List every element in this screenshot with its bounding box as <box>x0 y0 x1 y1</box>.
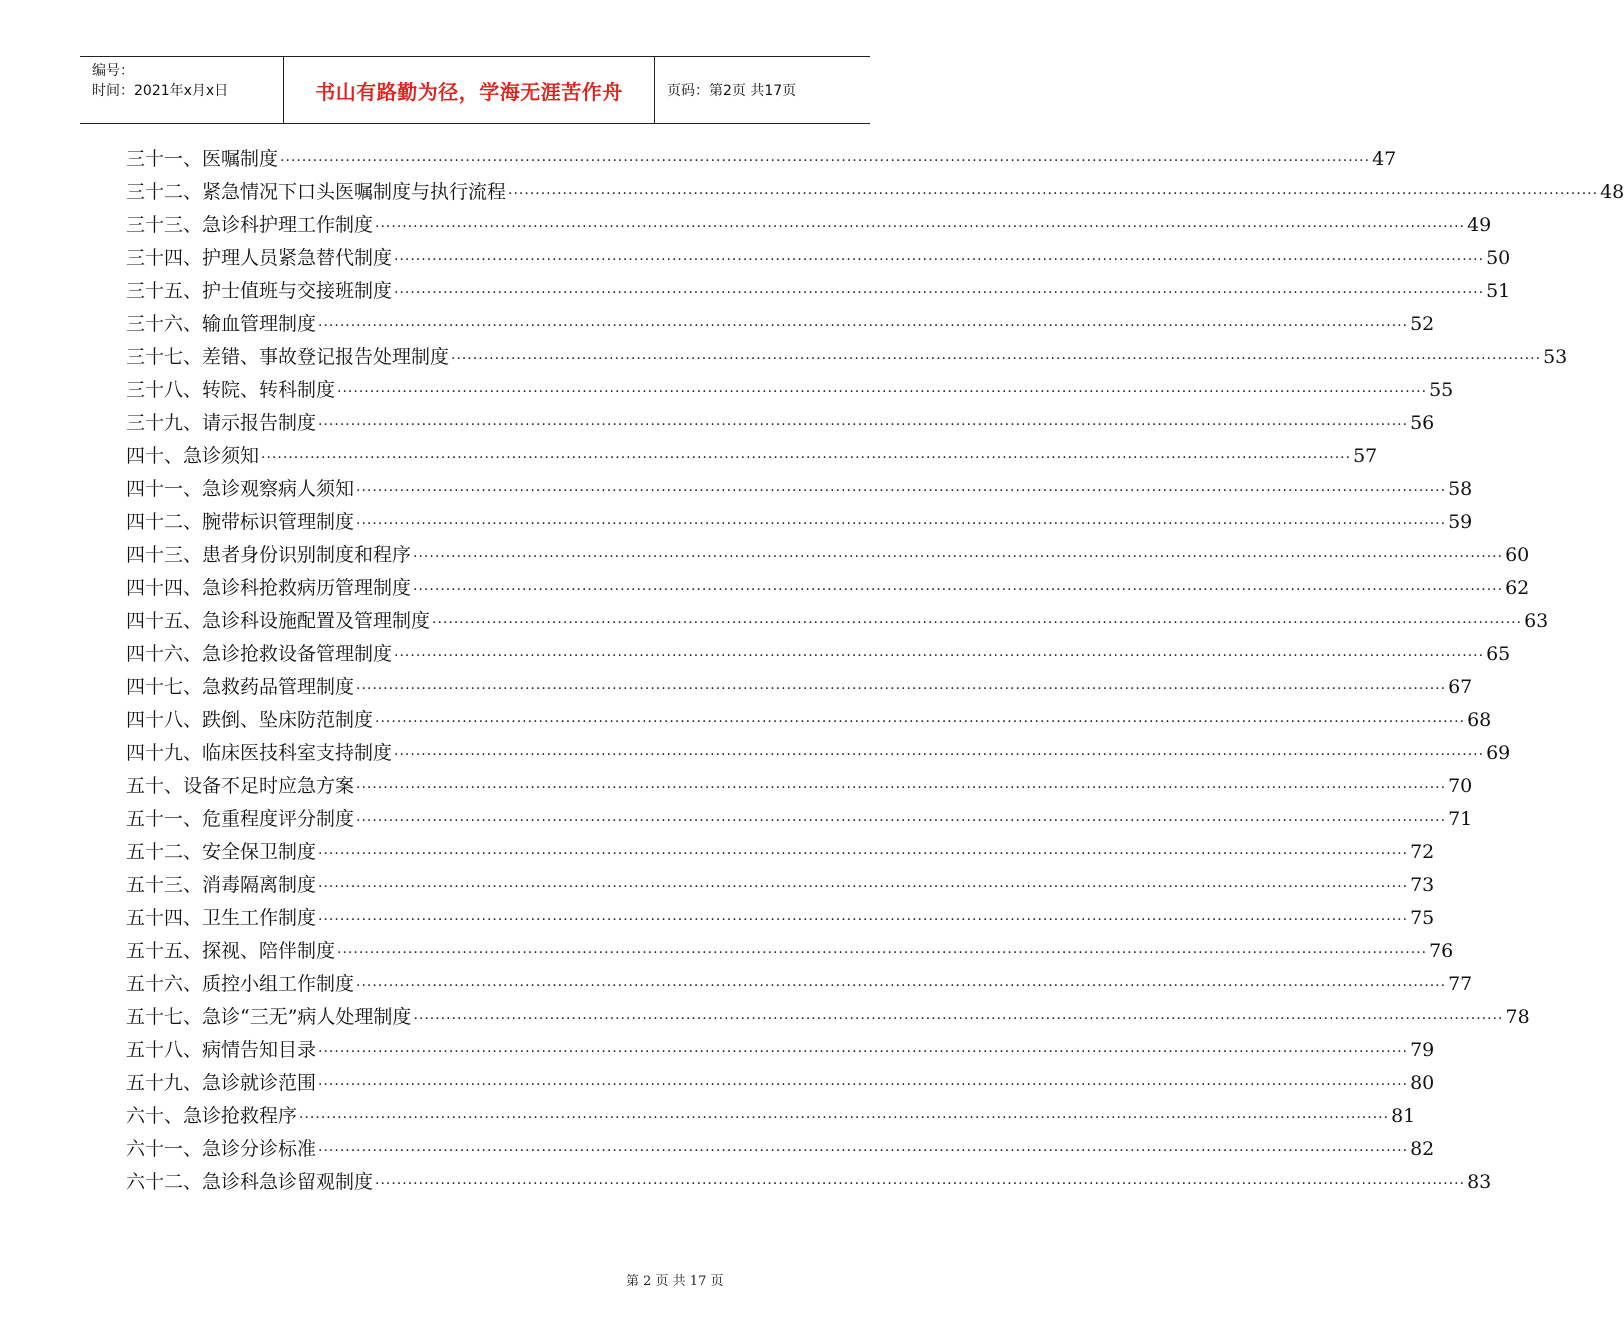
toc-entry[interactable] <box>126 473 1473 506</box>
toc-entry[interactable] <box>126 803 1473 836</box>
toc-entry-page: 57 <box>1353 445 1378 467</box>
toc-entry[interactable] <box>126 341 1568 374</box>
toc-entry[interactable] <box>126 671 1473 704</box>
toc-entry-page: 60 <box>1505 544 1530 566</box>
toc-entry-title: 三十六、输血管理制度 <box>126 313 317 335</box>
toc-entry-title: 四十七、急救药品管理制度 <box>126 676 355 698</box>
toc-entry-page: 68 <box>1467 709 1492 731</box>
toc-entry[interactable] <box>126 836 1435 869</box>
toc-entry[interactable] <box>126 935 1454 968</box>
toc-entry-title: 五十二、安全保卫制度 <box>126 841 317 863</box>
toc-entry-page: 52 <box>1410 313 1435 335</box>
toc-entry-title: 四十、急诊须知 <box>126 445 260 467</box>
toc-leader-dots: ········································································································································································································ <box>356 681 1447 697</box>
toc-entry-title: 五十、设备不足时应急方案 <box>126 775 355 797</box>
toc-entry-page: 51 <box>1486 280 1511 302</box>
toc-entry-page: 65 <box>1486 643 1511 665</box>
toc-entry-title: 四十九、临床医技科室支持制度 <box>126 742 393 764</box>
toc-leader-dots: ········································································································································································································ <box>318 1077 1409 1093</box>
toc-entry-page: 48 <box>1600 181 1624 203</box>
toc-entry-title: 四十三、患者身份识别制度和程序 <box>126 544 412 566</box>
toc-entry[interactable] <box>126 242 1511 275</box>
toc-leader-dots: ········································································································································································································ <box>280 153 1371 169</box>
toc-entry-page: 67 <box>1448 676 1473 698</box>
toc-leader-dots: ········································································································································································································ <box>413 582 1504 598</box>
toc-leader-dots: ········································································································································································································ <box>394 648 1485 664</box>
document-date: 时间：2021年x月x日 <box>92 83 229 99</box>
toc-entry-title: 三十二、紧急情况下口头医嘱制度与执行流程 <box>126 181 507 203</box>
toc-entry[interactable] <box>126 506 1473 539</box>
toc-entry-page: 56 <box>1410 412 1435 434</box>
toc-leader-dots: ········································································································································································································ <box>337 384 1428 400</box>
toc-entry[interactable] <box>126 869 1435 902</box>
toc-entry[interactable] <box>126 902 1435 935</box>
toc-leader-dots: ········································································································································································································ <box>413 549 1504 565</box>
toc-entry[interactable] <box>126 968 1473 1001</box>
toc-entry[interactable] <box>126 308 1435 341</box>
toc-entry-page: 80 <box>1410 1072 1435 1094</box>
toc-entry-title: 五十八、病情告知目录 <box>126 1039 317 1061</box>
toc-leader-dots: ········································································································································································································ <box>356 483 1447 499</box>
toc-entry-page: 50 <box>1486 247 1511 269</box>
toc-entry-page: 49 <box>1467 214 1492 236</box>
toc-entry-page: 70 <box>1448 775 1473 797</box>
toc-entry[interactable] <box>126 539 1530 572</box>
toc-leader-dots: ········································································································································································································ <box>318 318 1409 334</box>
toc-entry-title: 三十七、差错、事故登记报告处理制度 <box>126 346 450 368</box>
header-motto: 书山有路勤为径，学海无涯苦作舟 <box>283 57 655 123</box>
toc-leader-dots: ········································································································································································································ <box>299 1110 1390 1126</box>
toc-leader-dots: ········································································································································································································ <box>508 186 1599 202</box>
toc-entry-title: 三十四、护理人员紧急替代制度 <box>126 247 393 269</box>
toc-entry[interactable] <box>126 572 1530 605</box>
toc-leader-dots: ········································································································································································································ <box>375 1176 1466 1192</box>
toc-entry-page: 81 <box>1391 1105 1416 1127</box>
toc-entry-title: 五十一、危重程度评分制度 <box>126 808 355 830</box>
toc-entry-page: 58 <box>1448 478 1473 500</box>
toc-entry-page: 79 <box>1410 1039 1435 1061</box>
toc-entry-page: 72 <box>1410 841 1435 863</box>
toc-entry[interactable] <box>126 770 1473 803</box>
toc-entry-title: 四十二、腕带标识管理制度 <box>126 511 355 533</box>
toc-entry-title: 六十、急诊抢救程序 <box>126 1105 298 1127</box>
header-page-info: 页码：第2页 共17页 <box>667 83 797 99</box>
toc-leader-dots: ········································································································································································································ <box>394 747 1485 763</box>
toc-leader-dots: ········································································································································································································ <box>261 450 1352 466</box>
table-of-contents <box>126 143 1624 1199</box>
toc-entry-title: 四十五、急诊科设施配置及管理制度 <box>126 610 431 632</box>
toc-entry[interactable] <box>126 407 1435 440</box>
toc-entry-page: 71 <box>1448 808 1473 830</box>
toc-entry[interactable] <box>126 1001 1530 1034</box>
toc-entry[interactable] <box>126 1067 1435 1100</box>
toc-entry-page: 76 <box>1429 940 1454 962</box>
toc-leader-dots: ········································································································································································································ <box>394 252 1485 268</box>
toc-entry-title: 三十八、转院、转科制度 <box>126 379 336 401</box>
page-footer: 第 2 页 共 17 页 <box>626 1274 724 1289</box>
toc-entry-page: 62 <box>1505 577 1530 599</box>
header-meta <box>80 57 283 123</box>
toc-entry[interactable] <box>126 176 1624 209</box>
toc-entry-title: 四十一、急诊观察病人须知 <box>126 478 355 500</box>
toc-entry[interactable] <box>126 440 1378 473</box>
toc-leader-dots: ········································································································································································································ <box>318 912 1409 928</box>
toc-entry-title: 五十九、急诊就诊范围 <box>126 1072 317 1094</box>
toc-entry-title: 四十六、急诊抢救设备管理制度 <box>126 643 393 665</box>
toc-leader-dots: ········································································································································································································ <box>318 846 1409 862</box>
toc-leader-dots: ········································································································································································································ <box>394 285 1485 301</box>
toc-leader-dots: ········································································································································································································ <box>432 615 1523 631</box>
toc-leader-dots: ········································································································································································································ <box>375 714 1466 730</box>
toc-entry[interactable] <box>126 374 1454 407</box>
toc-leader-dots: ········································································································································································································ <box>318 1143 1409 1159</box>
toc-entry-page: 69 <box>1486 742 1511 764</box>
toc-entry-title: 三十一、医嘱制度 <box>126 148 279 170</box>
toc-entry-page: 63 <box>1524 610 1549 632</box>
toc-entry-title: 六十一、急诊分诊标准 <box>126 1138 317 1160</box>
toc-leader-dots: ········································································································································································································ <box>356 978 1447 994</box>
toc-leader-dots: ········································································································································································································ <box>318 417 1409 433</box>
toc-entry-title: 五十七、急诊“三无”病人处理制度 <box>126 1006 412 1028</box>
toc-entry[interactable] <box>126 1133 1435 1166</box>
toc-leader-dots: ········································································································································································································ <box>451 351 1542 367</box>
page-header <box>80 56 870 124</box>
toc-entry-page: 55 <box>1429 379 1454 401</box>
toc-leader-dots: ········································································································································································································ <box>356 780 1447 796</box>
toc-entry-title: 五十六、质控小组工作制度 <box>126 973 355 995</box>
toc-entry-page: 82 <box>1410 1138 1435 1160</box>
toc-entry[interactable] <box>126 1100 1416 1133</box>
toc-leader-dots: ········································································································································································································ <box>318 1044 1409 1060</box>
document-number-label: 编号： <box>92 63 134 79</box>
toc-entry-page: 47 <box>1372 148 1397 170</box>
toc-entry-page: 59 <box>1448 511 1473 533</box>
toc-entry[interactable] <box>126 1166 1492 1199</box>
toc-entry-title: 三十三、急诊科护理工作制度 <box>126 214 374 236</box>
toc-entry-page: 83 <box>1467 1171 1492 1193</box>
toc-entry-title: 五十四、卫生工作制度 <box>126 907 317 929</box>
toc-entry-title: 四十八、跌倒、坠床防范制度 <box>126 709 374 731</box>
toc-leader-dots: ········································································································································································································ <box>337 945 1428 961</box>
toc-leader-dots: ········································································································································································································ <box>375 219 1466 235</box>
toc-leader-dots: ········································································································································································································ <box>413 1011 1504 1027</box>
toc-entry-title: 四十四、急诊科抢救病历管理制度 <box>126 577 412 599</box>
toc-entry[interactable] <box>126 737 1511 770</box>
toc-entry[interactable] <box>126 704 1492 737</box>
toc-entry[interactable] <box>126 1034 1435 1067</box>
toc-entry[interactable] <box>126 638 1511 671</box>
toc-entry[interactable] <box>126 605 1549 638</box>
toc-entry-page: 78 <box>1505 1006 1530 1028</box>
toc-entry-page: 53 <box>1543 346 1568 368</box>
toc-entry-title: 五十三、消毒隔离制度 <box>126 874 317 896</box>
toc-entry[interactable] <box>126 143 1397 176</box>
toc-entry[interactable] <box>126 275 1511 308</box>
toc-entry-page: 77 <box>1448 973 1473 995</box>
toc-entry-title: 三十九、请示报告制度 <box>126 412 317 434</box>
toc-entry-title: 三十五、护士值班与交接班制度 <box>126 280 393 302</box>
toc-leader-dots: ········································································································································································································ <box>356 516 1447 532</box>
toc-leader-dots: ········································································································································································································ <box>356 813 1447 829</box>
toc-entry[interactable] <box>126 209 1492 242</box>
toc-entry-title: 五十五、探视、陪伴制度 <box>126 940 336 962</box>
toc-entry-title: 六十二、急诊科急诊留观制度 <box>126 1171 374 1193</box>
toc-entry-page: 73 <box>1410 874 1435 896</box>
toc-leader-dots: ········································································································································································································ <box>318 879 1409 895</box>
toc-entry-page: 75 <box>1410 907 1435 929</box>
